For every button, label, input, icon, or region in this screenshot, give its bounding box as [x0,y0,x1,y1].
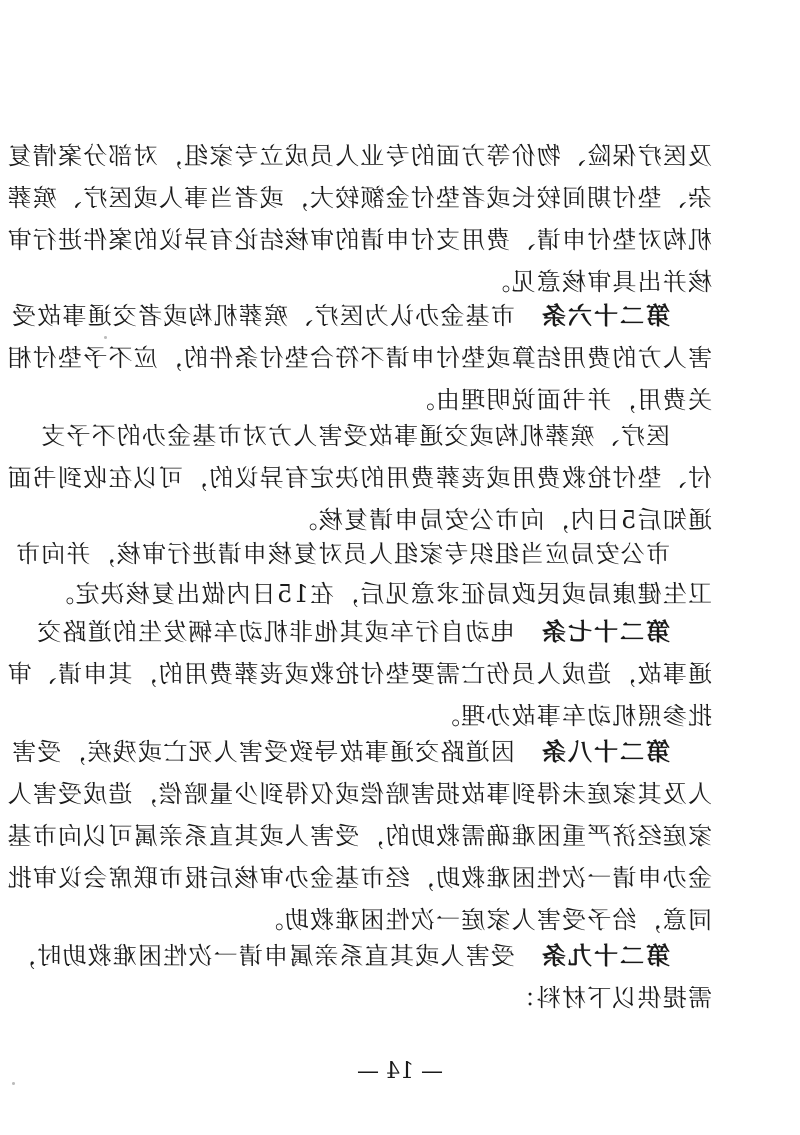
line-text: 通事故，造成人员伤亡需要垫付抢救或丧葬费用的，其申请、审 [6,660,712,688]
article-heading: 第二十九条 [540,942,670,970]
line-text: 批参照机动车事故办理。 [434,702,712,730]
line-text: 核并出具审核意见。 [485,268,712,296]
text-line [88,380,712,420]
line-text: 通知后5日内，向市公安局申请复核。 [292,506,712,534]
line-text: 杂、垫付期间较长或者垫付金额较大，或者当事人或医疗、殡葬 [6,184,712,212]
line-text: 卫生健康局或民政局征求意见后，在15日内做出复核决定。 [49,580,712,608]
article-heading: 第二十七条 [540,618,670,646]
line-text: 因道路交通事故导致受害人死亡或残疾，受害 [10,738,515,766]
scan-speck [104,336,107,339]
article-heading: 第二十八条 [540,738,670,766]
line-text: 机构对垫付申请、费用支付申请的审核结论有异议的案件进行审 [6,226,712,254]
line-text: 市基金办认为医疗、殡葬机构或者交通事故受 [10,302,515,330]
article-heading-line [10,732,670,772]
text-line [6,774,712,814]
line-text: 关费用，并书面说明理由。 [409,386,712,414]
text-line [6,220,712,260]
text-line [88,978,712,1018]
text-line [88,900,712,940]
text-line [40,416,670,456]
line-text: 家庭经济严重困难确需救助的，受害人或其直系亲属可以向市基 [6,822,712,850]
text-line [6,816,712,856]
line-text: 付、垫付抢救费用或丧葬费用的决定有异议的，可以在收到书面 [6,464,712,492]
article-heading-line [10,936,670,976]
text-line [6,458,712,498]
text-line [49,574,712,614]
article-heading: 第二十六条 [540,302,670,330]
article-heading-line [10,296,670,336]
line-text: 及医疗保险、物价等方面的专业人员成立专家组，对部分案情复 [6,142,712,170]
line-text: 金办申请一次性困难救助，经市基金办审核后报市联席会议审批 [6,864,712,892]
text-line [6,858,712,898]
text-line [6,654,712,694]
line-text: 市公安局应当组织专家组人员对复核申请进行审核，并向市 [14,540,670,568]
line-text: 人及其家庭未得到事故损害赔偿或仅得到少量赔偿，造成受害人 [6,780,712,808]
page-number: — 14 — [357,1059,443,1084]
line-text: 医疗、殡葬机构或交通事故受害人方对市基金办的不予支 [40,422,670,450]
line-text: 需提供以下材料： [510,984,712,1012]
line-text: 害人方的费用结算或垫付申请不符合垫付条件的，应不予垫付相 [6,344,712,372]
text-line [14,534,670,574]
text-line [6,338,712,378]
line-text: 同意，给予受害人家庭一次性困难救助。 [258,906,712,934]
scan-speck [12,1082,15,1085]
line-text: 受害人或其直系亲属申请一次性困难救助时， [10,942,515,970]
text-line [6,178,712,218]
article-heading-line [35,612,670,652]
text-line [6,136,712,176]
text-line [88,696,712,736]
line-text: 电动自行车或其他非机动车辆发生的道路交 [35,618,515,646]
